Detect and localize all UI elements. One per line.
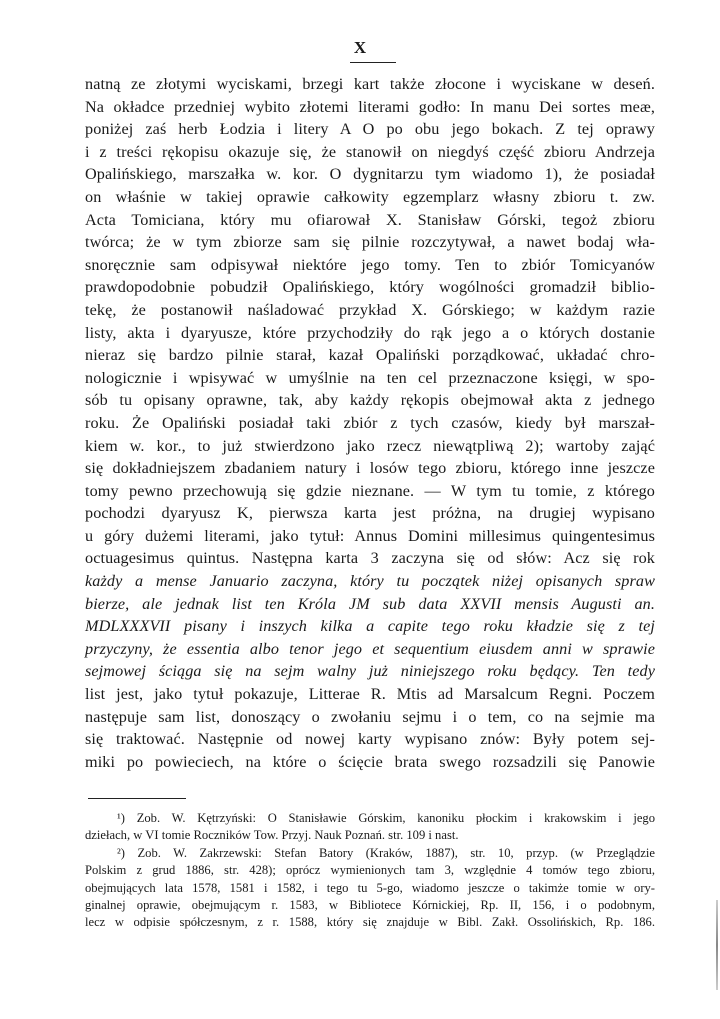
body-line: się traktować. Następnie od nowej karty wypisano znów: Były potem sej- bbox=[85, 730, 655, 749]
body-line: listy, akta i dyaryusze, które przychodziły do rąk jego a o których dostanie bbox=[85, 323, 655, 342]
footnote-line: obejmujących lata 1578, 1581 i 1582, i tego tu 5-go, wiadomo jeszcze o takimże tomie w ory- bbox=[85, 880, 655, 895]
body-line: Acta Tomiciana, który mu ofiarował X. Stanisław Górski, tegoż zbioru bbox=[85, 210, 655, 229]
body-line: twórca; że w tym zbiorze sam się pilnie rozczytywał, a nawet bodaj wła- bbox=[85, 233, 655, 252]
body-line: Na okładce przedniej wybito złotemi literami godło: In manu Dei sortes meæ, bbox=[85, 97, 655, 116]
footnote-line: dziełach, w VI tomie Roczników Tow. Przyj. Nauk Poznań. str. 109 i nast. bbox=[85, 828, 459, 843]
main-text bbox=[85, 73, 655, 773]
footnote-line: lecz w odpisie spółczesnym, z r. 1588, który się znajduje w Bibl. Zakł. Ossolińskich, Rp. 186. bbox=[85, 915, 655, 930]
body-line: bierze, ale jednak list ten Króla JM sub data XXVII mensis Augusti an. bbox=[85, 594, 655, 613]
body-line: poniżej zaś herb Łodzia i litery A O po obu jego bokach. Z tej oprawy bbox=[85, 120, 655, 139]
footnotes bbox=[85, 810, 655, 932]
body-line: przyczyny, że essentia albo tenor jego et sequentium eiusdem anni w sprawie bbox=[85, 639, 655, 658]
footnote-line: ²) Zob. W. Zakrzewski: Stefan Batory (Kraków, 1887), str. 10, przyp. (w Przeglądzie bbox=[117, 845, 655, 860]
body-line: octuagesimus quintus. Następna karta 3 zaczyna się od słów: Acz się rok bbox=[85, 549, 655, 568]
footnote-line: ginalnej oprawie, obejmującym r. 1583, w Bibliotece Kórnickiej, Rp. II, 156, i o podobnym, bbox=[85, 898, 655, 913]
body-line: sób tu opisany oprawne, tak, aby każdy rękopis obejmował akta z jednego bbox=[85, 391, 655, 410]
body-line: sejmowej ściąga się na sejm walny już niniejszego roku będący. Ten tedy bbox=[85, 662, 655, 681]
body-line: prawdopodobnie pobudził Opalińskiego, który wogólności gromadził biblio- bbox=[85, 278, 655, 297]
footnote-line: Polskim z grud 1886, str. 428); oprócz wymienionych tam 3, względnie 4 tomów tego zbioru, bbox=[85, 863, 655, 878]
body-line: nologicznie i wpisywać w umyślnie na ten cel przeznaczone księgi, w spo- bbox=[85, 368, 655, 387]
body-line: on właśnie w takiej oprawie całkowity egzemplarz własny zbioru t. zw. bbox=[85, 187, 655, 206]
body-line: nieraz się bardzo pilnie starał, kazał Opaliński porządkować, układać chro- bbox=[85, 346, 655, 365]
body-line: kiem w. kor., to już stwierdzono jako rzecz niewątpliwą 2); wartoby zająć bbox=[85, 436, 655, 455]
body-line: pochodzi dyaryusz K, pierwsza karta jest próżna, na drugiej wypisano bbox=[85, 504, 655, 523]
page-edge-shadow bbox=[716, 900, 718, 990]
body-line: i z treści rękopisu okazuje się, że stanowił on niegdyś część zbioru Andrzeja bbox=[85, 142, 655, 161]
body-line: natną ze złotymi wyciskami, brzegi kart także złocone i wyciskane w deseń. bbox=[85, 75, 655, 93]
body-line: miki po powieciech, na które o ścięcie brata swego rozsadzili się Panowie bbox=[85, 752, 655, 771]
body-line: MDLXXXVII pisany i inszych kilka a capite tego roku kładzie się z tej bbox=[85, 617, 655, 636]
body-line: Opalińskiego, marszałka w. kor. O dygnitarzu tym wiadomo 1), że posiadał bbox=[85, 165, 655, 184]
body-line: list jest, jako tytuł pokazuje, Litterae R. Mtis ad Marsalcum Regni. Poczem bbox=[85, 685, 655, 704]
body-line: następuje sam list, donoszący o zwołaniu sejmu i o tem, co na sejmie ma bbox=[85, 707, 655, 726]
body-line: się dokładniejszem zbadaniem natury i losów tego zbioru, którego inne jeszcze bbox=[85, 459, 655, 478]
body-line: roku. Że Opaliński posiadał taki zbiór z tych czasów, kiedy był marszał- bbox=[85, 413, 655, 432]
body-line: u góry dużemi literami, jako tytuł: Annus Domini millesimus quingentesimus bbox=[85, 526, 655, 545]
page-number-rule bbox=[350, 62, 396, 63]
page-number: X bbox=[353, 38, 367, 57]
body-line: każdy a mense Januario zaczyna, który tu początek niżej opisanych spraw bbox=[85, 572, 655, 591]
footnote-rule bbox=[88, 798, 186, 799]
body-line: tekę, że postanowił naśladować przykład X. Górskiego; w każdym razie bbox=[85, 300, 655, 319]
body-line: tomy pewno przechowują się gdzie nieznane. — W tym tu tomie, z którego bbox=[85, 481, 655, 500]
body-line: snoręcznie sam odpisywał niektóre jego tomy. Ten to zbiór Tomicyanów bbox=[85, 255, 655, 274]
footnote-line: ¹) Zob. W. Kętrzyński: O Stanisławie Górskim, kanoniku płockim i krakowskim i jego bbox=[117, 811, 655, 825]
